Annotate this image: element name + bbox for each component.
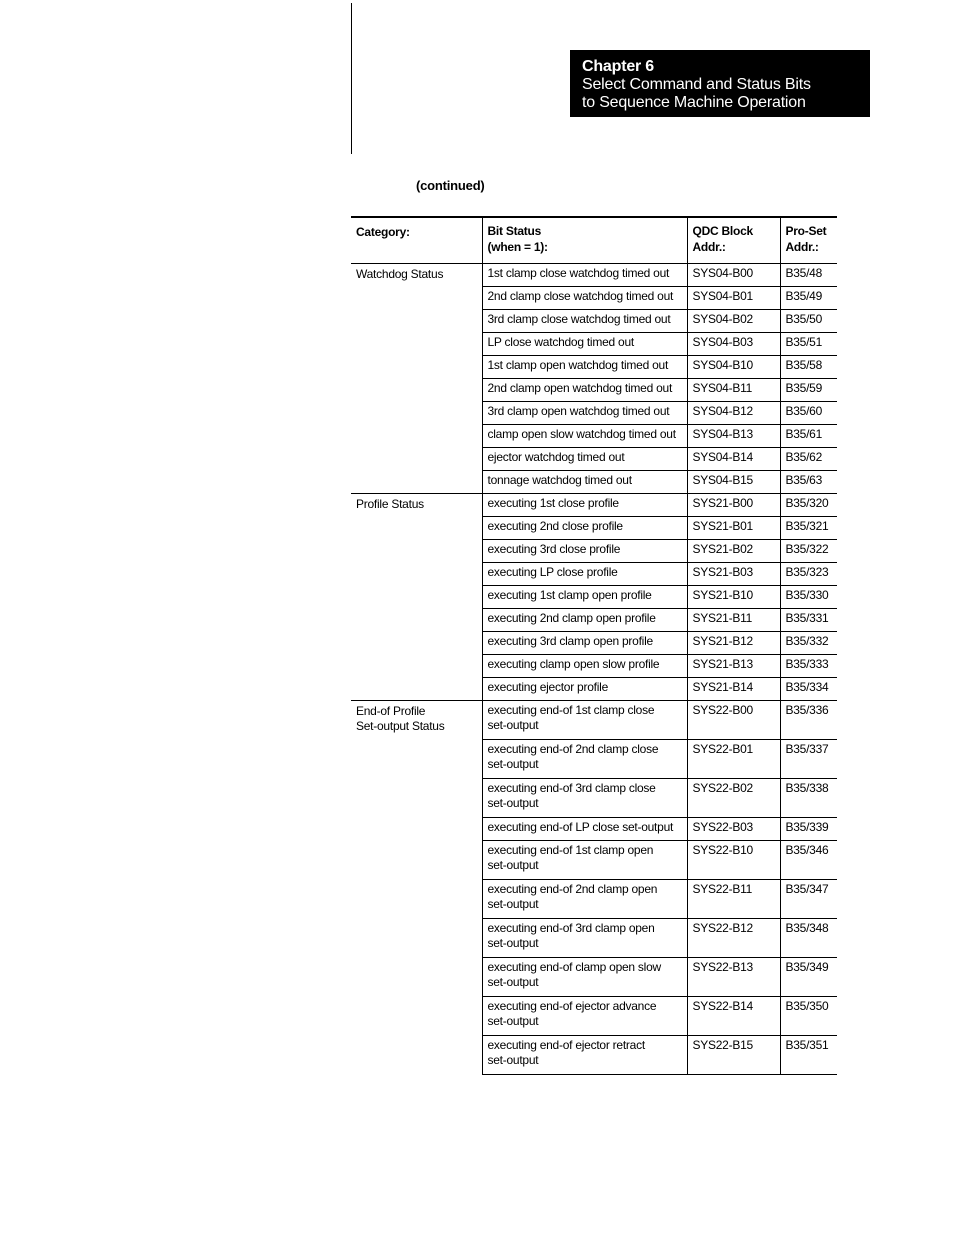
qdc-address-cell: SYS22-B02 [687, 778, 780, 817]
qdc-address-cell: SYS04-B15 [687, 470, 780, 493]
bit-status-cell: executing end-of 3rd clamp open set-output [482, 918, 687, 957]
pro-set-address-cell: B35/321 [780, 516, 837, 539]
pro-set-address-cell: B35/347 [780, 879, 837, 918]
qdc-address-cell: SYS22-B01 [687, 739, 780, 778]
bit-status-cell: 1st clamp open watchdog timed out [482, 355, 687, 378]
pro-set-address-cell: B35/350 [780, 996, 837, 1035]
qdc-address-cell: SYS21-B00 [687, 493, 780, 516]
category-cell: Profile Status [351, 493, 482, 700]
qdc-address-cell: SYS04-B13 [687, 424, 780, 447]
pro-set-address-cell: B35/330 [780, 585, 837, 608]
pro-set-address-cell: B35/58 [780, 355, 837, 378]
bit-status-cell: executing ejector profile [482, 677, 687, 700]
pro-set-address-cell: B35/62 [780, 447, 837, 470]
bit-status-cell: 2nd clamp close watchdog timed out [482, 286, 687, 309]
qdc-address-cell: SYS21-B11 [687, 608, 780, 631]
qdc-address-cell: SYS22-B12 [687, 918, 780, 957]
header-pro-set-addr: Pro-Set Addr.: [780, 217, 837, 263]
pro-set-address-cell: B35/323 [780, 562, 837, 585]
pro-set-address-cell: B35/337 [780, 739, 837, 778]
chapter-title-line-2: to Sequence Machine Operation [582, 94, 806, 111]
margin-rule [351, 3, 352, 154]
bit-status-cell: executing end-of ejector retract set-output [482, 1035, 687, 1074]
pro-set-address-cell: B35/59 [780, 378, 837, 401]
pro-set-address-cell: B35/60 [780, 401, 837, 424]
bit-status-cell: executing end-of ejector advance set-output [482, 996, 687, 1035]
table-header-row [351, 217, 837, 263]
qdc-address-cell: SYS04-B02 [687, 309, 780, 332]
bit-status-cell: executing end-of 3rd clamp close set-output [482, 778, 687, 817]
qdc-address-cell: SYS22-B14 [687, 996, 780, 1035]
pro-set-address-cell: B35/339 [780, 817, 837, 840]
category-cell: Watchdog Status [351, 263, 482, 493]
bit-status-cell: 2nd clamp open watchdog timed out [482, 378, 687, 401]
header-category: Category: [351, 217, 482, 263]
pro-set-address-cell: B35/333 [780, 654, 837, 677]
pro-set-address-cell: B35/338 [780, 778, 837, 817]
qdc-address-cell: SYS04-B00 [687, 263, 780, 286]
bit-status-cell: executing end-of 1st clamp open set-output [482, 840, 687, 879]
pro-set-address-cell: B35/348 [780, 918, 837, 957]
qdc-address-cell: SYS04-B03 [687, 332, 780, 355]
header-bit-status: Bit Status (when = 1): [482, 217, 687, 263]
table-row [351, 700, 837, 739]
qdc-address-cell: SYS04-B11 [687, 378, 780, 401]
pro-set-address-cell: B35/48 [780, 263, 837, 286]
bit-status-cell: executing end-of 2nd clamp close set-output [482, 739, 687, 778]
bit-status-cell: ejector watchdog timed out [482, 447, 687, 470]
bit-status-cell: executing end-of clamp open slow set-output [482, 957, 687, 996]
qdc-address-cell: SYS21-B14 [687, 677, 780, 700]
bit-status-cell: executing 2nd close profile [482, 516, 687, 539]
header-qdc-block-addr: QDC Block Addr.: [687, 217, 780, 263]
bit-status-cell: tonnage watchdog timed out [482, 470, 687, 493]
chapter-header [570, 50, 870, 117]
qdc-address-cell: SYS04-B10 [687, 355, 780, 378]
pro-set-address-cell: B35/49 [780, 286, 837, 309]
qdc-address-cell: SYS21-B03 [687, 562, 780, 585]
table-row [351, 263, 837, 286]
bit-status-cell: executing 1st clamp open profile [482, 585, 687, 608]
category-cell: End-of Profile Set-output Status [351, 700, 482, 1074]
chapter-number: Chapter 6 [582, 58, 654, 75]
qdc-address-cell: SYS22-B13 [687, 957, 780, 996]
pro-set-address-cell: B35/51 [780, 332, 837, 355]
pro-set-address-cell: B35/61 [780, 424, 837, 447]
qdc-address-cell: SYS04-B14 [687, 447, 780, 470]
pro-set-address-cell: B35/331 [780, 608, 837, 631]
bit-status-cell: executing 3rd close profile [482, 539, 687, 562]
continued-label: (continued) [416, 178, 485, 193]
qdc-address-cell: SYS21-B13 [687, 654, 780, 677]
bit-status-cell: executing 3rd clamp open profile [482, 631, 687, 654]
bit-status-cell: executing 1st close profile [482, 493, 687, 516]
pro-set-address-cell: B35/332 [780, 631, 837, 654]
qdc-address-cell: SYS22-B15 [687, 1035, 780, 1074]
bit-status-cell: executing 2nd clamp open profile [482, 608, 687, 631]
bit-status-cell: 1st clamp close watchdog timed out [482, 263, 687, 286]
bit-status-cell: executing end-of 1st clamp close set-output [482, 700, 687, 739]
status-bits-table [351, 216, 837, 1075]
qdc-address-cell: SYS21-B02 [687, 539, 780, 562]
pro-set-address-cell: B35/50 [780, 309, 837, 332]
bit-status-cell: LP close watchdog timed out [482, 332, 687, 355]
pro-set-address-cell: B35/346 [780, 840, 837, 879]
bit-status-cell: executing LP close profile [482, 562, 687, 585]
bit-status-cell: executing end-of LP close set-output [482, 817, 687, 840]
pro-set-address-cell: B35/351 [780, 1035, 837, 1074]
qdc-address-cell: SYS22-B03 [687, 817, 780, 840]
bit-status-cell: executing clamp open slow profile [482, 654, 687, 677]
pro-set-address-cell: B35/336 [780, 700, 837, 739]
bit-status-cell: 3rd clamp close watchdog timed out [482, 309, 687, 332]
qdc-address-cell: SYS21-B10 [687, 585, 780, 608]
qdc-address-cell: SYS21-B01 [687, 516, 780, 539]
chapter-title-line-1: Select Command and Status Bits [582, 76, 811, 93]
bit-status-cell: executing end-of 2nd clamp open set-output [482, 879, 687, 918]
qdc-address-cell: SYS22-B00 [687, 700, 780, 739]
pro-set-address-cell: B35/322 [780, 539, 837, 562]
pro-set-address-cell: B35/63 [780, 470, 837, 493]
qdc-address-cell: SYS22-B11 [687, 879, 780, 918]
pro-set-address-cell: B35/320 [780, 493, 837, 516]
bit-status-cell: 3rd clamp open watchdog timed out [482, 401, 687, 424]
qdc-address-cell: SYS04-B12 [687, 401, 780, 424]
pro-set-address-cell: B35/334 [780, 677, 837, 700]
table-row [351, 493, 837, 516]
qdc-address-cell: SYS04-B01 [687, 286, 780, 309]
qdc-address-cell: SYS21-B12 [687, 631, 780, 654]
pro-set-address-cell: B35/349 [780, 957, 837, 996]
bit-status-cell: clamp open slow watchdog timed out [482, 424, 687, 447]
qdc-address-cell: SYS22-B10 [687, 840, 780, 879]
